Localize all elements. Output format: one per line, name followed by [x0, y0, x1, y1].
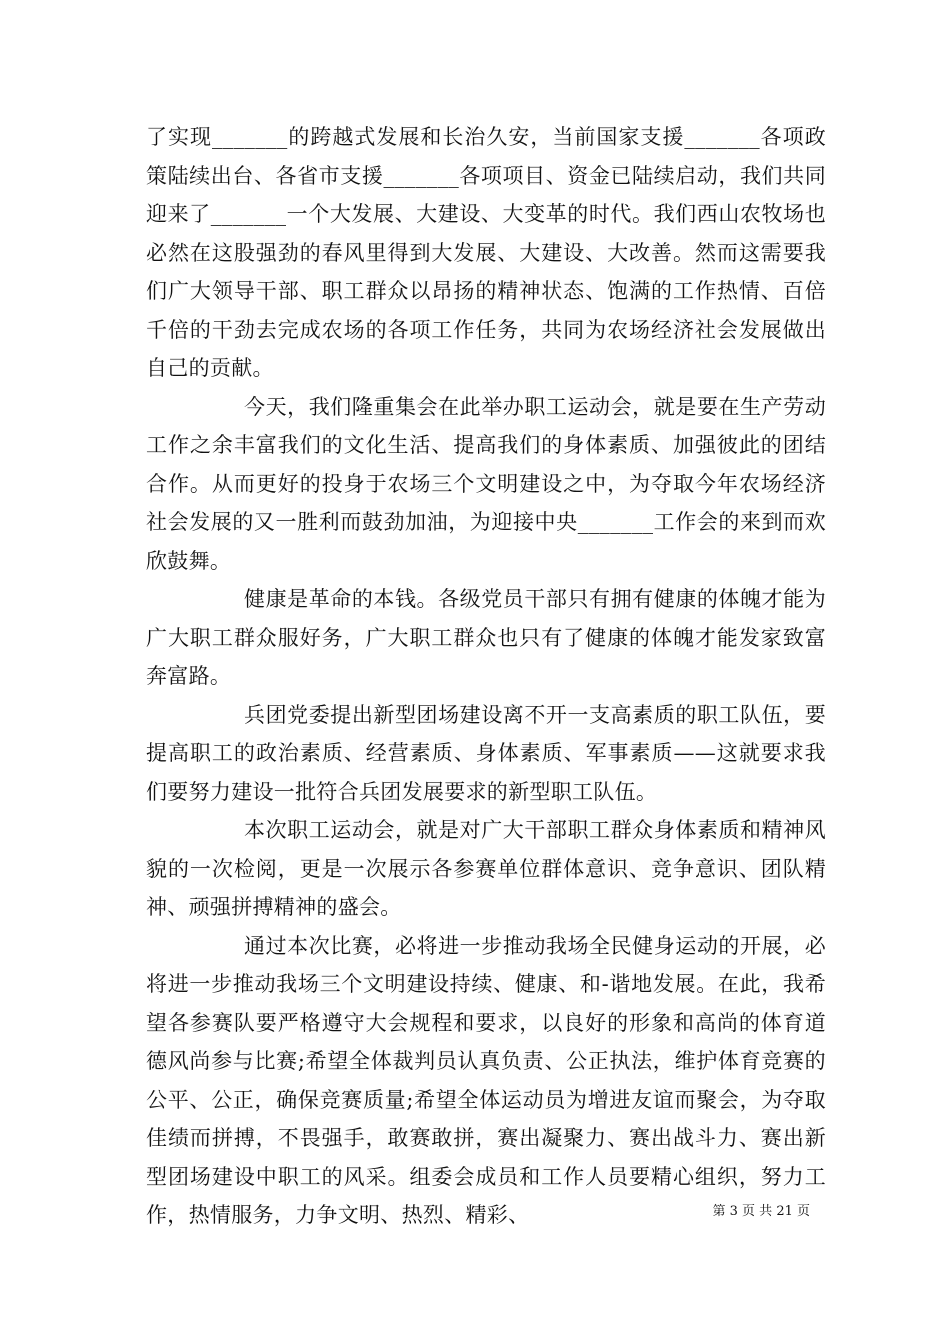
paragraph-1: 了实现_______的跨越式发展和长治久安，当前国家支援_______各项政策陆续出台、各省市支援_______各项项目、资金已陆续启动，我们共同迎来了_______一个大发展、大建设、大变革的时代。我们西山农牧场也必然在这股强劲的春风里得到大发展、大建设、大改善。然而这需要我们广大领导干部、职工群众以昂扬的精神状态、饱满的工作热情、百倍千倍的干劲去完成农场的各项工作任务，共同为农场经济社会发展做出自己的贡献。: [146, 125, 826, 380]
paragraph-6: 通过本次比赛，必将进一步推动我场全民健身运动的开展，必将进一步推动我场三个文明建设持续、健康、和-谐地发展。在此，我希望各参赛队要严格遵守大会规程和要求，以良好的形象和高尚的体育道德风尚参与比赛;希望全体裁判员认真负责、公正执法，维护体育竞赛的公平、公正，确保竞赛质量;希望全体运动员为增进友谊而聚会，为夺取佳绩而拼搏，不畏强手，敢赛敢拼，赛出凝聚力、赛出战斗力、赛出新型团场建设中职工的风采。组委会成员和工作人员要精心组织，努力工作，热情服务，力争文明、热烈、精彩、: [146, 933, 826, 1227]
paragraph-4: 兵团党委提出新型团场建设离不开一支高素质的职工队伍，要提高职工的政治素质、经营素质、身体素质、军事素质——这就要求我们要努力建设一批符合兵团发展要求的新型职工队伍。: [146, 702, 826, 804]
paragraph-3: 健康是革命的本钱。各级党员干部只有拥有健康的体魄才能为广大职工群众服好务，广大职工群众也只有了健康的体魄才能发家致富奔富路。: [146, 587, 826, 688]
page-number-footer: 第 3 页 共 21 页: [712, 1204, 810, 1219]
paragraph-5: 本次职工运动会，就是对广大干部职工群众身体素质和精神风貌的一次检阅，更是一次展示各参赛单位群体意识、竞争意识、团队精神、顽强拼搏精神的盛会。: [146, 818, 826, 919]
paragraph-2: 今天，我们隆重集会在此举办职工运动会，就是要在生产劳动工作之余丰富我们的文化生活、提高我们的身体素质、加强彼此的团结合作。从而更好的投身于农场三个文明建设之中，为夺取今年农场经济社会发展的又一胜利而鼓劲加油，为迎接中央_______工作会的来到而欢欣鼓舞。: [146, 394, 826, 573]
document-body: [146, 118, 826, 1235]
